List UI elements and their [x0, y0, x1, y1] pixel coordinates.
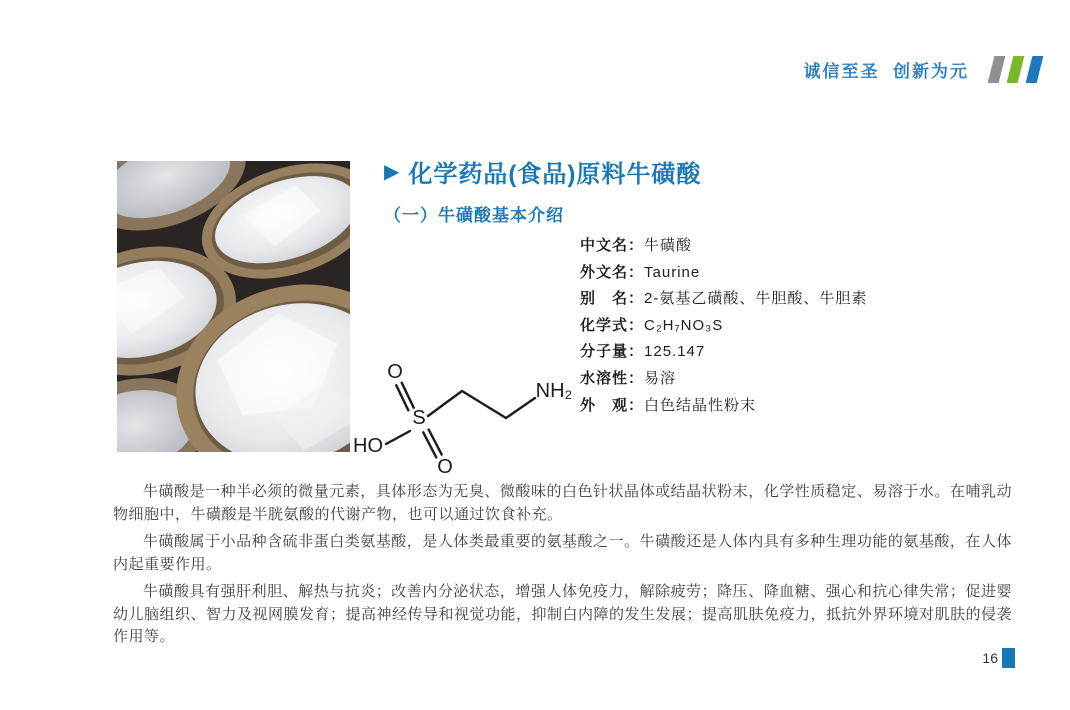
info-value: 白色结晶性粉末 [644, 396, 757, 414]
info-value: 125.147 [644, 343, 706, 361]
info-row-alias [580, 286, 867, 313]
atom-sulfur: S [412, 407, 426, 429]
info-row-appearance [580, 393, 867, 420]
brand-bar-green [1007, 56, 1025, 83]
info-label: 中文名： [580, 237, 645, 254]
info-label: 别 名： [580, 290, 645, 308]
page-title-text: 化学药品(食品)原料牛磺酸 [408, 161, 702, 188]
brand-bar-blue [1026, 56, 1044, 83]
atom-oxygen-top: O [387, 361, 403, 383]
paragraph-overview: 牛磺酸是一种半必须的微量元素，具体形态为无臭、微酸味的白色针状晶体或结晶状粉末，化学性质稳定、易溶于水。在哺乳动物细胞中，牛磺酸是半胱氨酸的代谢产物，也可以通过饮食补充。 [113, 483, 1012, 523]
product-photo [117, 161, 350, 452]
page-title [384, 154, 701, 189]
section-subtitle: （一）牛磺酸基本介绍 [384, 206, 564, 225]
info-value: 2-氨基乙磺酸、牛胆酸、牛胆素 [644, 290, 868, 308]
page-number: 16 [982, 650, 998, 666]
company-slogan: 诚信至圣 创新为元 [803, 62, 969, 81]
info-row-foreign-name [580, 260, 867, 287]
info-value: Taurine [644, 263, 701, 281]
paragraph-classification: 牛磺酸属于小品种含硫非蛋白类氨基酸，是人体类最重要的氨基酸之一。牛磺酸还是人体内具有多种生理功能的氨基酸，在人体内起重要作用。 [113, 533, 1012, 573]
info-value: 易溶 [644, 369, 677, 387]
info-row-molecular-weight [580, 339, 867, 366]
info-label: 分子量： [580, 343, 645, 361]
footer [982, 648, 1015, 668]
header [804, 56, 1040, 83]
taurine-structure-diagram [338, 350, 583, 482]
atom-oxygen-bottom: O [437, 456, 453, 478]
page-number-marker [1002, 648, 1015, 668]
group-hydroxyl: HO [353, 435, 383, 457]
info-label: 化学式： [580, 316, 645, 334]
info-label: 外 观： [580, 396, 645, 414]
info-label: 外文名： [580, 263, 645, 281]
info-row-solubility [580, 366, 867, 393]
info-row-chinese-name [580, 233, 867, 260]
info-row-formula [580, 313, 867, 340]
info-value: 牛磺酸 [644, 237, 693, 254]
brand-bar-gray [988, 56, 1006, 83]
brand-bars [983, 56, 1040, 83]
info-value: C₂H₇NO₃S [644, 316, 724, 334]
substance-info-list [580, 233, 867, 419]
info-label: 水溶性： [580, 369, 645, 387]
paragraph-functions: 牛磺酸具有强肝利胆、解热与抗炎；改善内分泌状态，增强人体免疫力，解除疲劳；降压、降血糖、强心和抗心律失常；促进婴幼儿脑组织、智力及视网膜发育；提高神经传导和视觉功能，抑制白内障的发生发展；提高肌肤免疫力，抵抗外界环境对肌肤的侵袭作用等。 [113, 583, 1013, 645]
title-arrow-icon: ▶ [384, 160, 400, 183]
body-text [113, 481, 1012, 654]
group-amine: NH₂ [535, 380, 573, 402]
